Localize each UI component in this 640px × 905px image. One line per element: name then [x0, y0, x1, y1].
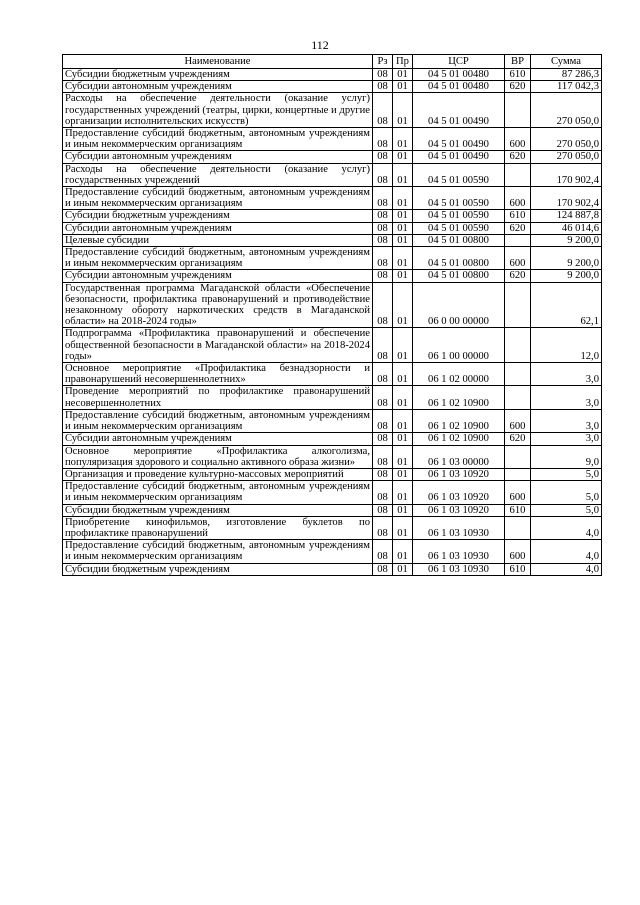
row-vr-cell: 620 [505, 433, 531, 445]
row-csr-cell: 04 5 01 00590 [413, 187, 505, 210]
row-vr-cell [505, 163, 531, 186]
row-csr-cell: 04 5 01 00800 [413, 270, 505, 282]
row-csr-cell: 04 5 01 00490 [413, 128, 505, 151]
row-name-cell: Подпрограмма «Профилактика правонарушений и обеспечение общественной безопасности в Магаданской области» на 2018-2024 годы» [63, 328, 373, 363]
row-csr-cell: 04 5 01 00480 [413, 69, 505, 81]
row-csr-cell: 06 1 03 00000 [413, 445, 505, 468]
table-row [63, 247, 602, 270]
row-sum-cell: 5,0 [531, 468, 602, 480]
row-vr-cell [505, 516, 531, 539]
row-vr-cell [505, 386, 531, 409]
row-sum-cell: 12,0 [531, 328, 602, 363]
row-sum-cell: 170 902,4 [531, 163, 602, 186]
row-pr-cell: 01 [393, 69, 413, 81]
row-rz-cell: 08 [373, 504, 393, 516]
row-sum-cell: 270 050,0 [531, 93, 602, 128]
row-vr-cell: 610 [505, 69, 531, 81]
table-row [63, 93, 602, 128]
row-rz-cell: 08 [373, 409, 393, 432]
row-csr-cell: 06 1 03 10930 [413, 516, 505, 539]
row-sum-cell: 9 200,0 [531, 247, 602, 270]
table-row [63, 128, 602, 151]
row-pr-cell: 01 [393, 247, 413, 270]
header-sum: Сумма [531, 55, 602, 69]
row-csr-cell: 04 5 01 00800 [413, 234, 505, 246]
table-row [63, 234, 602, 246]
row-sum-cell: 117 042,3 [531, 81, 602, 93]
row-sum-cell: 9 200,0 [531, 270, 602, 282]
table-row [63, 445, 602, 468]
row-pr-cell: 01 [393, 540, 413, 563]
row-vr-cell: 610 [505, 563, 531, 575]
row-pr-cell: 01 [393, 409, 413, 432]
row-name-cell: Субсидии автономным учреждениям [63, 433, 373, 445]
row-sum-cell: 170 902,4 [531, 187, 602, 210]
row-pr-cell: 01 [393, 234, 413, 246]
row-csr-cell: 04 5 01 00590 [413, 210, 505, 222]
row-csr-cell: 04 5 01 00590 [413, 222, 505, 234]
row-name-cell: Целевые субсидии [63, 234, 373, 246]
row-pr-cell: 01 [393, 504, 413, 516]
row-csr-cell: 06 1 02 10900 [413, 386, 505, 409]
row-csr-cell: 06 1 02 00000 [413, 363, 505, 386]
row-pr-cell: 01 [393, 128, 413, 151]
row-sum-cell: 62,1 [531, 282, 602, 328]
row-vr-cell: 600 [505, 481, 531, 504]
row-name-cell: Основное мероприятие «Профилактика безнадзорности и правонарушений несовершеннолетних» [63, 363, 373, 386]
row-csr-cell: 06 0 00 00000 [413, 282, 505, 328]
row-rz-cell: 08 [373, 468, 393, 480]
row-rz-cell: 08 [373, 93, 393, 128]
row-sum-cell: 3,0 [531, 386, 602, 409]
row-vr-cell [505, 234, 531, 246]
row-name-cell: Субсидии бюджетным учреждениям [63, 563, 373, 575]
table-row [63, 210, 602, 222]
row-name-cell: Предоставление субсидий бюджетным, автономным учреждениям и иным некоммерческим организациям [63, 409, 373, 432]
row-rz-cell: 08 [373, 445, 393, 468]
row-pr-cell: 01 [393, 81, 413, 93]
row-pr-cell: 01 [393, 481, 413, 504]
row-vr-cell [505, 445, 531, 468]
row-csr-cell: 06 1 02 10900 [413, 433, 505, 445]
row-name-cell: Предоставление субсидий бюджетным, автономным учреждениям и иным некоммерческим организациям [63, 247, 373, 270]
row-rz-cell: 08 [373, 270, 393, 282]
table-header-row [63, 55, 602, 69]
row-name-cell: Организация и проведение культурно-массовых мероприятий [63, 468, 373, 480]
row-name-cell: Расходы на обеспечение деятельности (оказание услуг) государственных учреждений [63, 163, 373, 186]
row-pr-cell: 01 [393, 151, 413, 163]
table-row [63, 270, 602, 282]
row-name-cell: Государственная программа Магаданской области «Обеспечение безопасности, профилактика правонарушений и противодействие незаконному обороту наркотических средств в Магаданской области» на 2018-2024 годы» [63, 282, 373, 328]
row-name-cell: Субсидии бюджетным учреждениям [63, 69, 373, 81]
row-pr-cell: 01 [393, 363, 413, 386]
row-rz-cell: 08 [373, 540, 393, 563]
row-pr-cell: 01 [393, 563, 413, 575]
row-sum-cell: 9 200,0 [531, 234, 602, 246]
row-vr-cell: 600 [505, 128, 531, 151]
row-pr-cell: 01 [393, 386, 413, 409]
row-csr-cell: 04 5 01 00490 [413, 93, 505, 128]
row-pr-cell: 01 [393, 163, 413, 186]
row-name-cell: Субсидии автономным учреждениям [63, 81, 373, 93]
row-rz-cell: 08 [373, 563, 393, 575]
row-sum-cell: 3,0 [531, 409, 602, 432]
row-pr-cell: 01 [393, 516, 413, 539]
row-pr-cell: 01 [393, 282, 413, 328]
table-row [63, 516, 602, 539]
row-sum-cell: 46 014,6 [531, 222, 602, 234]
header-pr: Пр [393, 55, 413, 69]
row-vr-cell: 600 [505, 409, 531, 432]
table-row [63, 81, 602, 93]
row-rz-cell: 08 [373, 187, 393, 210]
table-row [63, 222, 602, 234]
row-pr-cell: 01 [393, 222, 413, 234]
row-name-cell: Проведение мероприятий по профилактике правонарушений несовершеннолетних [63, 386, 373, 409]
row-vr-cell: 620 [505, 270, 531, 282]
table-row [63, 187, 602, 210]
row-pr-cell: 01 [393, 210, 413, 222]
row-vr-cell: 620 [505, 222, 531, 234]
row-csr-cell: 04 5 01 00490 [413, 151, 505, 163]
table-row [63, 409, 602, 432]
row-pr-cell: 01 [393, 328, 413, 363]
row-rz-cell: 08 [373, 386, 393, 409]
row-csr-cell: 06 1 03 10920 [413, 481, 505, 504]
row-sum-cell: 3,0 [531, 433, 602, 445]
table-row [63, 468, 602, 480]
page-number: 112 [311, 38, 329, 52]
row-sum-cell: 124 887,8 [531, 210, 602, 222]
row-name-cell: Предоставление субсидий бюджетным, автономным учреждениям и иным некоммерческим организациям [63, 481, 373, 504]
row-rz-cell: 08 [373, 69, 393, 81]
row-csr-cell: 06 1 02 10900 [413, 409, 505, 432]
table-row [63, 363, 602, 386]
row-name-cell: Субсидии автономным учреждениям [63, 222, 373, 234]
row-csr-cell: 06 1 03 10930 [413, 563, 505, 575]
row-rz-cell: 08 [373, 481, 393, 504]
row-vr-cell [505, 363, 531, 386]
row-vr-cell: 620 [505, 151, 531, 163]
table-row [63, 282, 602, 328]
row-vr-cell: 610 [505, 210, 531, 222]
row-rz-cell: 08 [373, 222, 393, 234]
header-rz: Рз [373, 55, 393, 69]
row-rz-cell: 08 [373, 516, 393, 539]
row-csr-cell: 04 5 01 00800 [413, 247, 505, 270]
table-row [63, 151, 602, 163]
budget-table [62, 54, 602, 576]
row-sum-cell: 4,0 [531, 516, 602, 539]
row-name-cell: Приобретение кинофильмов, изготовление буклетов по профилактике правонарушений [63, 516, 373, 539]
row-rz-cell: 08 [373, 210, 393, 222]
row-name-cell: Расходы на обеспечение деятельности (оказание услуг) государственных учреждений (театры, цирки, концертные и другие организации исполнительских искусств) [63, 93, 373, 128]
row-sum-cell: 270 050,0 [531, 151, 602, 163]
row-pr-cell: 01 [393, 187, 413, 210]
table-row [63, 386, 602, 409]
row-vr-cell: 600 [505, 187, 531, 210]
row-csr-cell: 06 1 00 00000 [413, 328, 505, 363]
table-row [63, 433, 602, 445]
row-rz-cell: 08 [373, 128, 393, 151]
row-rz-cell: 08 [373, 81, 393, 93]
row-vr-cell [505, 93, 531, 128]
row-name-cell: Субсидии бюджетным учреждениям [63, 504, 373, 516]
table-row [63, 504, 602, 516]
row-name-cell: Субсидии автономным учреждениям [63, 270, 373, 282]
table-row [63, 540, 602, 563]
row-name-cell: Предоставление субсидий бюджетным, автономным учреждениям и иным некоммерческим организациям [63, 187, 373, 210]
row-csr-cell: 06 1 03 10930 [413, 540, 505, 563]
row-pr-cell: 01 [393, 445, 413, 468]
row-rz-cell: 08 [373, 328, 393, 363]
row-name-cell: Субсидии бюджетным учреждениям [63, 210, 373, 222]
row-csr-cell: 06 1 03 10920 [413, 468, 505, 480]
row-rz-cell: 08 [373, 151, 393, 163]
row-name-cell: Предоставление субсидий бюджетным, автономным учреждениям и иным некоммерческим организациям [63, 540, 373, 563]
row-pr-cell: 01 [393, 93, 413, 128]
table-row [63, 69, 602, 81]
table-row [63, 163, 602, 186]
row-sum-cell: 5,0 [531, 504, 602, 516]
row-sum-cell: 4,0 [531, 563, 602, 575]
row-rz-cell: 08 [373, 247, 393, 270]
row-name-cell: Основное мероприятие «Профилактика алкоголизма, популяризация здорового и социально активного образа жизни» [63, 445, 373, 468]
header-vr: ВР [505, 55, 531, 69]
row-sum-cell: 270 050,0 [531, 128, 602, 151]
table-row [63, 328, 602, 363]
row-rz-cell: 08 [373, 433, 393, 445]
row-rz-cell: 08 [373, 363, 393, 386]
row-sum-cell: 5,0 [531, 481, 602, 504]
row-vr-cell [505, 468, 531, 480]
row-vr-cell: 610 [505, 504, 531, 516]
row-csr-cell: 04 5 01 00480 [413, 81, 505, 93]
table-row [63, 563, 602, 575]
row-sum-cell: 4,0 [531, 540, 602, 563]
row-vr-cell: 600 [505, 247, 531, 270]
header-name: Наименование [63, 55, 373, 69]
row-rz-cell: 08 [373, 282, 393, 328]
table-row [63, 481, 602, 504]
row-rz-cell: 08 [373, 163, 393, 186]
header-csr: ЦСР [413, 55, 505, 69]
row-csr-cell: 04 5 01 00590 [413, 163, 505, 186]
row-name-cell: Субсидии автономным учреждениям [63, 151, 373, 163]
row-vr-cell: 620 [505, 81, 531, 93]
row-name-cell: Предоставление субсидий бюджетным, автономным учреждениям и иным некоммерческим организациям [63, 128, 373, 151]
row-pr-cell: 01 [393, 270, 413, 282]
row-pr-cell: 01 [393, 468, 413, 480]
row-sum-cell: 3,0 [531, 363, 602, 386]
row-rz-cell: 08 [373, 234, 393, 246]
row-pr-cell: 01 [393, 433, 413, 445]
row-sum-cell: 9,0 [531, 445, 602, 468]
row-vr-cell [505, 282, 531, 328]
row-vr-cell: 600 [505, 540, 531, 563]
row-sum-cell: 87 286,3 [531, 69, 602, 81]
row-csr-cell: 06 1 03 10920 [413, 504, 505, 516]
row-vr-cell [505, 328, 531, 363]
